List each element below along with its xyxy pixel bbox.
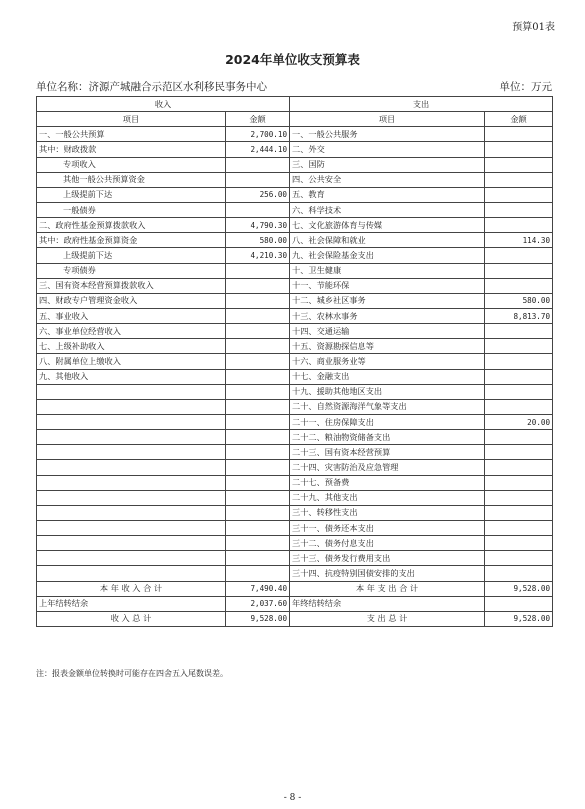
table-row [37,551,553,566]
income-item-cell: 七、上级补助收入 [37,339,226,354]
expense-amount-cell: 114.30 [485,233,553,248]
expense-amount-cell [485,324,553,339]
income-amount-cell [226,430,290,445]
income-amount-cell: 4,210.30 [226,248,290,263]
unit-name: 单位名称：济源产城融合示范区水利移民事务中心 [36,81,267,93]
income-item-cell: 六、事业单位经营收入 [37,324,226,339]
table-row [37,460,553,475]
table-row [37,384,553,399]
income-amount-cell [226,369,290,384]
income-amount-cell [226,354,290,369]
income-amount-cell [226,460,290,475]
expense-amount-cell [485,278,553,293]
expense-amount-cell [485,384,553,399]
carry-over-row [37,596,553,611]
income-item-cell: 专项债券 [37,263,226,278]
expense-item-cell: 二、外交 [290,142,485,157]
year-income-label: 本 年 收 入 合 计 [37,581,226,596]
expense-item-cell: 二十、自然资源海洋气象等支出 [290,399,485,414]
income-amount-cell [226,278,290,293]
expense-item-cell: 十七、金融支出 [290,369,485,384]
expense-amount-cell [485,445,553,460]
income-item-cell: 其中：财政拨款 [37,142,226,157]
expense-amount-cell [485,187,553,202]
table-row [37,187,553,202]
income-amount-cell [226,293,290,308]
expense-item-cell: 七、文化旅游体育与传媒 [290,218,485,233]
expense-total-label: 支 出 总 计 [290,611,485,626]
expense-amount-header: 金额 [485,112,553,127]
income-amount-cell [226,324,290,339]
income-item-cell [37,566,226,581]
grand-total-row [37,611,553,626]
expense-item-cell: 四、公共安全 [290,172,485,187]
income-item-cell [37,490,226,505]
expense-item-cell: 二十三、国有资本经营预算 [290,445,485,460]
income-amount-cell [226,384,290,399]
footnote: 注：报表金额单位转换时可能存在四舍五入尾数误差。 [36,669,228,678]
unit-of-measure: 单位：万元 [499,81,552,93]
expense-header: 支出 [290,97,553,112]
income-header: 收入 [37,97,290,112]
table-row [37,354,553,369]
table-row [37,202,553,217]
income-item-cell: 一、一般公共预算 [37,127,226,142]
expense-item-cell: 二十四、灾害防治及应急管理 [290,460,485,475]
income-amount-cell [226,445,290,460]
table-row [37,127,553,142]
expense-amount-cell [485,399,553,414]
year-expense-label: 本 年 支 出 合 计 [290,581,485,596]
expense-amount-cell [485,218,553,233]
table-row [37,505,553,520]
income-amount-cell [226,490,290,505]
income-item-cell [37,384,226,399]
income-amount-cell: 4,790.30 [226,218,290,233]
expense-item-header: 项目 [290,112,485,127]
table-row [37,369,553,384]
year-total-row [37,581,553,596]
expense-item-cell: 十二、城乡社区事务 [290,293,485,308]
income-amount-cell [226,551,290,566]
income-amount-cell [226,505,290,520]
income-amount-cell [226,339,290,354]
income-amount-cell: 2,700.10 [226,127,290,142]
table-row [37,233,553,248]
table-row [37,324,553,339]
expense-amount-cell [485,505,553,520]
table-row [37,414,553,429]
table-row [37,475,553,490]
expense-amount-cell [485,520,553,535]
income-item-cell [37,445,226,460]
income-amount-cell: 580.00 [226,233,290,248]
income-item-cell [37,399,226,414]
expense-item-cell: 三、国防 [290,157,485,172]
expense-amount-cell [485,551,553,566]
expense-amount-cell [485,566,553,581]
expense-amount-cell [485,142,553,157]
income-item-cell: 上级提前下达 [37,248,226,263]
table-row [37,399,553,414]
expense-amount-cell [485,202,553,217]
expense-amount-cell [485,172,553,187]
table-row [37,263,553,278]
expense-item-cell: 二十九、其他支出 [290,490,485,505]
expense-amount-cell [485,430,553,445]
income-amount-cell [226,399,290,414]
expense-amount-cell: 20.00 [485,414,553,429]
income-item-cell: 其他一般公共预算资金 [37,172,226,187]
expense-item-cell: 一、一般公共服务 [290,127,485,142]
expense-item-cell: 二十一、住房保障支出 [290,414,485,429]
year-income-value: 7,490.40 [226,581,290,596]
expense-item-cell: 五、教育 [290,187,485,202]
expense-amount-cell [485,354,553,369]
expense-amount-cell [485,248,553,263]
table-row [37,278,553,293]
expense-amount-cell [485,339,553,354]
income-amount-cell [226,475,290,490]
income-item-cell: 五、事业收入 [37,308,226,323]
table-row [37,430,553,445]
expense-item-cell: 六、科学技术 [290,202,485,217]
table-row [37,308,553,323]
expense-item-cell: 十五、资源勘探信息等 [290,339,485,354]
expense-amount-cell: 580.00 [485,293,553,308]
section-header-row [37,97,553,112]
expense-amount-cell [485,127,553,142]
expense-item-cell: 十一、节能环保 [290,278,485,293]
income-amount-header: 金额 [226,112,290,127]
income-item-cell: 一般债券 [37,202,226,217]
expense-item-cell: 三十二、债务付息支出 [290,536,485,551]
expense-amount-cell [485,157,553,172]
expense-amount-cell [485,460,553,475]
table-row [37,339,553,354]
income-item-cell [37,536,226,551]
expense-item-cell: 三十三、债务发行费用支出 [290,551,485,566]
expense-item-cell: 十四、交通运输 [290,324,485,339]
income-amount-cell [226,157,290,172]
expense-item-cell: 三十四、抗疫特别国债安排的支出 [290,566,485,581]
income-item-cell [37,475,226,490]
expense-item-cell: 八、社会保障和就业 [290,233,485,248]
expense-item-cell: 三十一、债务还本支出 [290,520,485,535]
income-amount-cell [226,520,290,535]
income-item-cell: 上级提前下达 [37,187,226,202]
income-total-label: 收 入 总 计 [37,611,226,626]
table-row [37,142,553,157]
income-amount-cell: 256.00 [226,187,290,202]
year-expense-value: 9,528.00 [485,581,553,596]
table-row [37,172,553,187]
carry-out-label: 年终结转结余 [290,596,485,611]
income-amount-cell [226,566,290,581]
income-item-header: 项目 [37,112,226,127]
carry-in-label: 上年结转结余 [37,596,226,611]
income-amount-cell [226,536,290,551]
page-title: 2024年单位收支预算表 [225,52,360,67]
expense-total-value: 9,528.00 [485,611,553,626]
form-code: 预算01表 [512,22,555,33]
income-item-cell [37,460,226,475]
income-amount-cell [226,202,290,217]
income-item-cell: 专项收入 [37,157,226,172]
budget-table [36,96,553,627]
expense-item-cell: 三十、转移性支出 [290,505,485,520]
income-amount-cell [226,172,290,187]
expense-amount-cell [485,369,553,384]
income-amount-cell [226,263,290,278]
income-item-cell: 四、财政专户管理资金收入 [37,293,226,308]
table-row [37,490,553,505]
expense-item-cell: 十三、农林水事务 [290,308,485,323]
income-item-cell: 八、附属单位上缴收入 [37,354,226,369]
income-item-cell: 三、国有资本经营预算拨款收入 [37,278,226,293]
expense-item-cell: 十、卫生健康 [290,263,485,278]
page-number: - 8 - [283,793,302,803]
income-item-cell [37,414,226,429]
table-row [37,157,553,172]
income-total-value: 9,528.00 [226,611,290,626]
expense-amount-cell [485,263,553,278]
carry-in-value: 2,037.60 [226,596,290,611]
income-item-cell [37,505,226,520]
income-item-cell: 九、其他收入 [37,369,226,384]
table-row [37,218,553,233]
table-row [37,536,553,551]
income-item-cell: 其中：政府性基金预算资金 [37,233,226,248]
unit-info-row [36,79,552,94]
column-header-row [37,112,553,127]
carry-out-value [485,596,553,611]
expense-item-cell: 十九、援助其他地区支出 [290,384,485,399]
expense-amount-cell [485,475,553,490]
income-amount-cell [226,308,290,323]
expense-item-cell: 二十七、预备费 [290,475,485,490]
income-item-cell: 二、政府性基金预算拨款收入 [37,218,226,233]
income-item-cell [37,520,226,535]
income-item-cell [37,430,226,445]
table-row [37,520,553,535]
table-row [37,566,553,581]
expense-item-cell: 二十二、粮油物资储备支出 [290,430,485,445]
expense-amount-cell [485,490,553,505]
table-row [37,248,553,263]
expense-amount-cell [485,536,553,551]
expense-amount-cell: 8,813.70 [485,308,553,323]
table-row [37,445,553,460]
expense-item-cell: 九、社会保险基金支出 [290,248,485,263]
table-row [37,293,553,308]
expense-item-cell: 十六、商业服务业等 [290,354,485,369]
income-amount-cell: 2,444.10 [226,142,290,157]
income-amount-cell [226,414,290,429]
income-item-cell [37,551,226,566]
